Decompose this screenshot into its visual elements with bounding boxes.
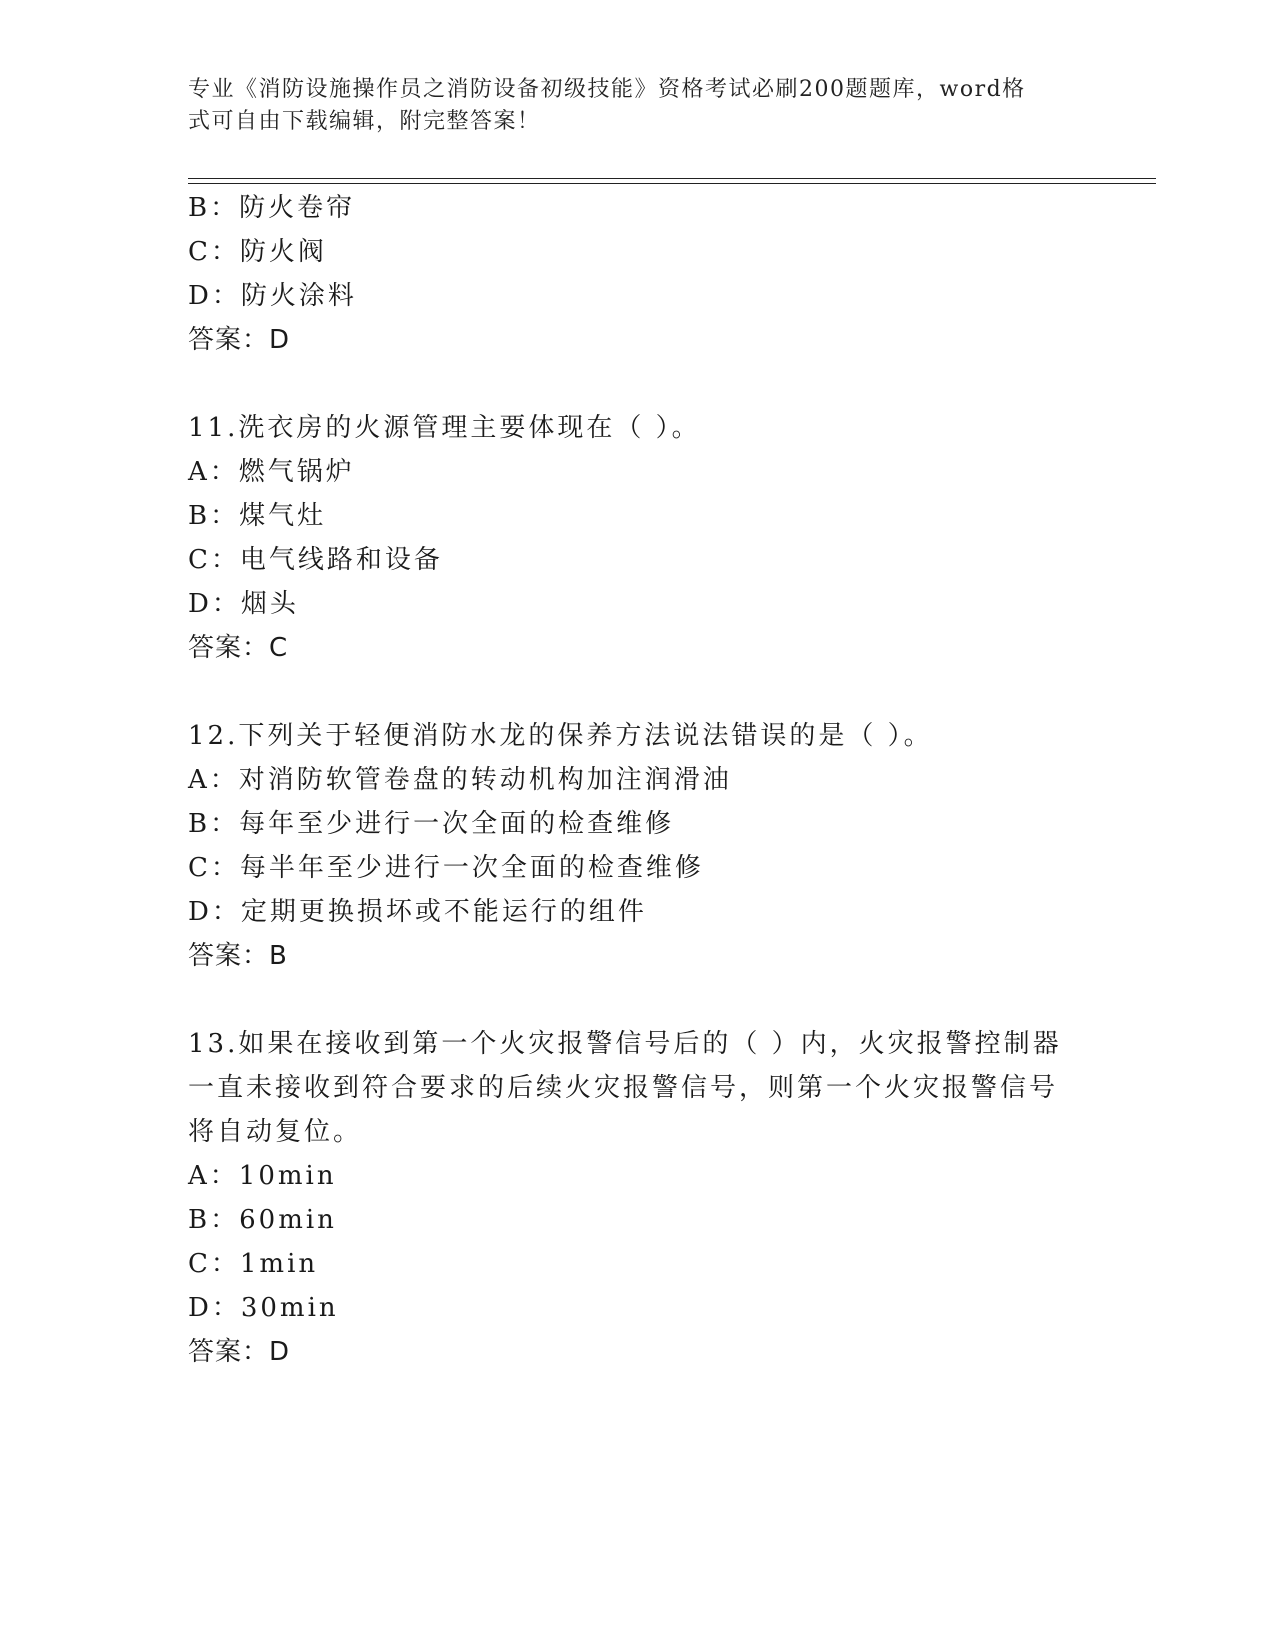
q12-option-a: A：对消防软管卷盘的转动机构加注润滑油	[188, 765, 732, 795]
q13-question-line-3: 将自动复位。	[188, 1117, 363, 1147]
q12-option-b: B：每年至少进行一次全面的检查维修	[188, 809, 675, 839]
q13-question-line-1: 13.如果在接收到第一个火灾报警信号后的（ ）内，火灾报警控制器	[188, 1029, 1062, 1059]
q11-question: 11.洗衣房的火源管理主要体现在（ ）。	[188, 413, 701, 443]
q12-option-c: C：每半年至少进行一次全面的检查维修	[188, 853, 704, 883]
q10-option-d: D：防火涂料	[188, 281, 357, 311]
q11-answer: 答案：C	[188, 633, 289, 663]
q13-option-c: C：1min	[188, 1249, 319, 1279]
q11-option-a: A：燃气锅炉	[188, 457, 355, 487]
header-divider-bottom	[188, 183, 1156, 184]
header-divider-top	[188, 178, 1156, 179]
q10-answer: 答案：D	[188, 325, 291, 355]
q13-question-line-2: 一直未接收到符合要求的后续火灾报警信号，则第一个火灾报警信号	[188, 1073, 1059, 1103]
q12-answer: 答案：B	[188, 941, 288, 971]
q13-option-a: A：10min	[188, 1161, 337, 1191]
q11-option-c: C：电气线路和设备	[188, 545, 443, 575]
q10-option-c: C：防火阀	[188, 237, 327, 267]
q12-question: 12.下列关于轻便消防水龙的保养方法说法错误的是（ ）。	[188, 721, 933, 751]
q11-option-b: B：煤气灶	[188, 501, 327, 531]
q13-answer: 答案：D	[188, 1337, 291, 1367]
header-line-2: 式可自由下载编辑，附完整答案！	[188, 109, 541, 134]
q11-option-d: D：烟头	[188, 589, 299, 619]
q10-option-b: B：防火卷帘	[188, 193, 356, 223]
q12-option-d: D：定期更换损坏或不能运行的组件	[188, 897, 647, 927]
document-header	[188, 74, 1068, 138]
q13-option-b: B：60min	[188, 1205, 337, 1235]
q13-option-d: D：30min	[188, 1293, 339, 1323]
header-line-1: 专业《消防设施操作员之消防设备初级技能》资格考试必刷200题题库，word格	[188, 77, 1026, 102]
